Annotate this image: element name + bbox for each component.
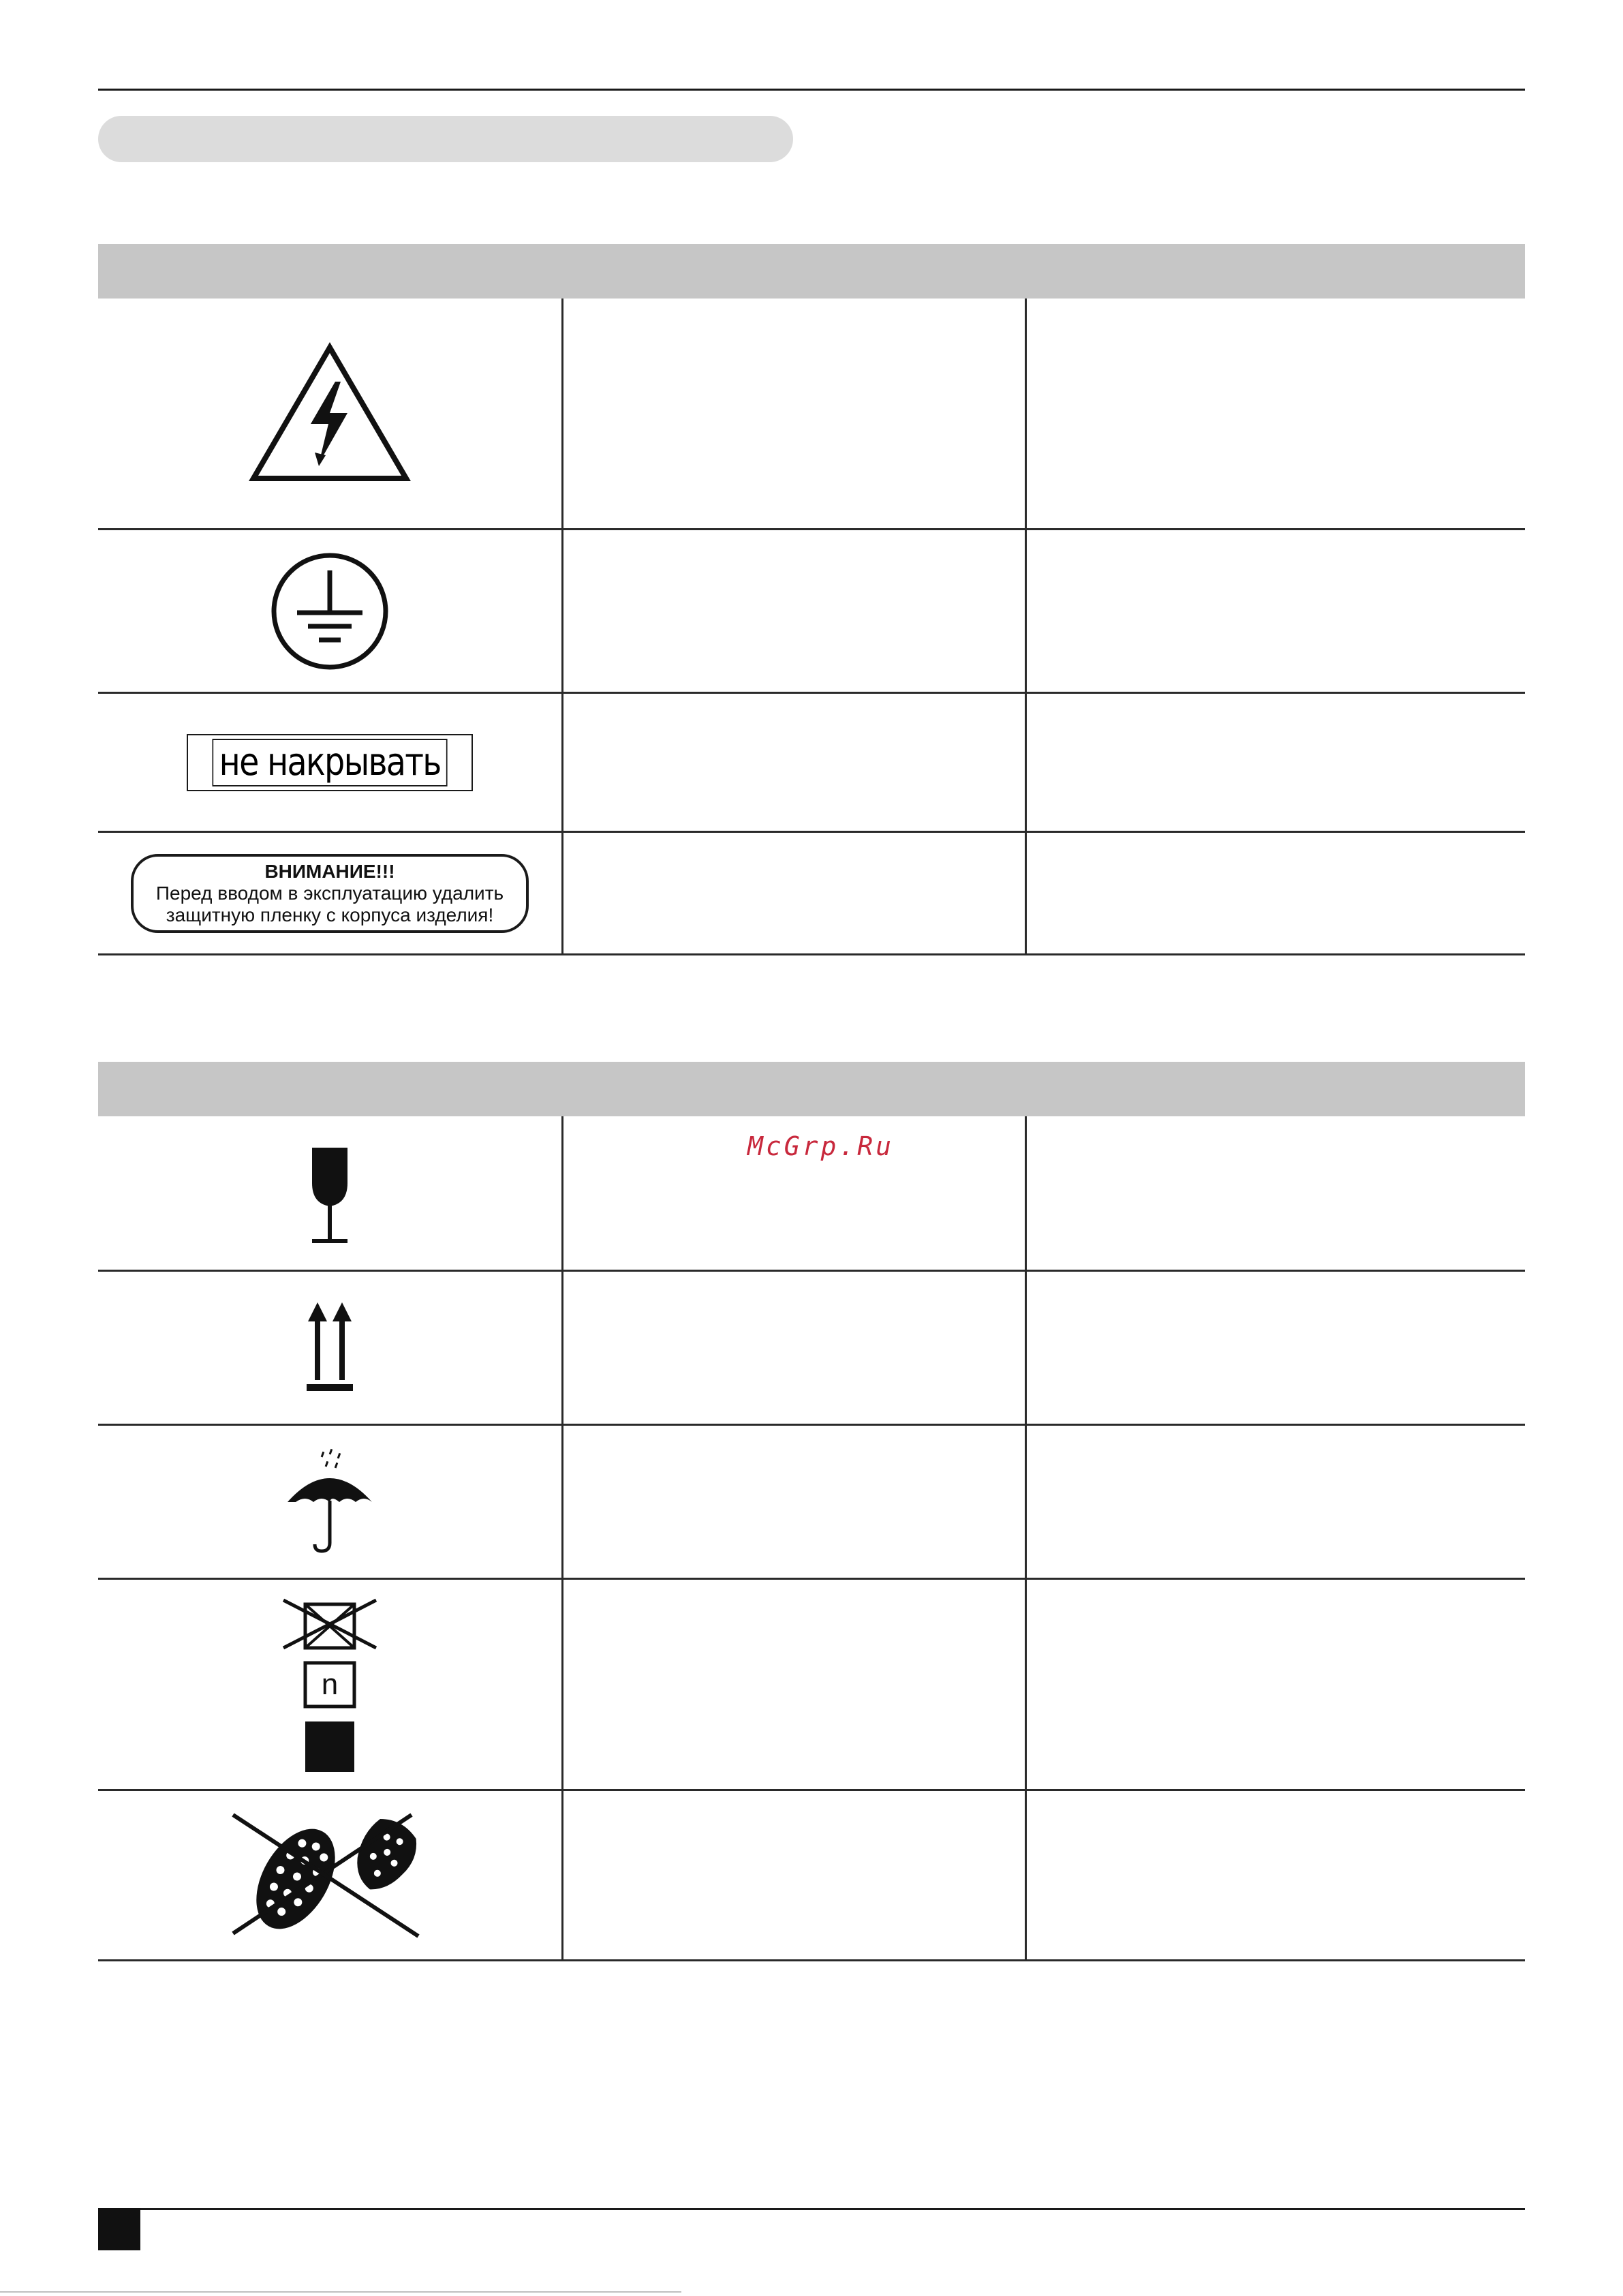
- column-divider: [561, 1580, 563, 1789]
- column-divider: [561, 1272, 563, 1424]
- this-way-up-icon: [303, 1297, 357, 1399]
- column-divider: [561, 1116, 563, 1270]
- scan-edge-line: [0, 2291, 681, 2293]
- column-divider: [1025, 694, 1027, 831]
- column-divider: [1025, 1580, 1027, 1789]
- column-divider: [1025, 1272, 1027, 1424]
- column-divider: [561, 1791, 563, 1959]
- warning-title: ВНИМАНИЕ!!!: [264, 860, 395, 882]
- column-divider: [1025, 833, 1027, 953]
- symbol-cell: [98, 694, 561, 831]
- protective-earth-icon: [268, 550, 391, 673]
- table-row: [98, 1272, 1525, 1426]
- column-divider: [1025, 1791, 1027, 1959]
- bottom-rule: [98, 2208, 1525, 2210]
- table-row: [98, 299, 1525, 530]
- keep-dry-umbrella-icon: [282, 1448, 377, 1557]
- symbols-table-2: [98, 1116, 1525, 1961]
- column-divider: [561, 833, 563, 953]
- table-row: [98, 833, 1525, 955]
- page-number-block: [98, 2208, 140, 2250]
- section-header-1: [98, 244, 1525, 299]
- symbol-cell: [98, 833, 561, 953]
- column-divider: [1025, 1116, 1027, 1270]
- table-row: [98, 530, 1525, 694]
- warning-line: Перед вводом в эксплуатацию удалить: [155, 882, 504, 904]
- top-rule: [98, 89, 1525, 91]
- section-title-pill: [98, 116, 793, 162]
- stack-count-label: n: [321, 1667, 339, 1701]
- warning-line: защитную пленку с корпуса изделия!: [166, 904, 494, 925]
- column-divider: [1025, 299, 1027, 528]
- column-divider: [561, 1426, 563, 1578]
- symbol-cell: [98, 530, 561, 692]
- stacking-limit-icon: [282, 1597, 377, 1772]
- watermark-text: McGrp.Ru: [747, 1131, 895, 1161]
- high-voltage-warning-icon: [248, 342, 412, 485]
- section-header-2: [98, 1062, 1525, 1116]
- column-divider: [561, 299, 563, 528]
- symbol-cell: [98, 1580, 561, 1789]
- do-not-cover-text: не накрывать: [212, 739, 447, 786]
- symbol-cell: [98, 299, 561, 528]
- symbol-cell: [98, 1272, 561, 1424]
- symbol-cell: [98, 1426, 561, 1578]
- column-divider: [561, 694, 563, 831]
- symbols-table-1: [98, 299, 1525, 955]
- protective-film-warning-label: [131, 854, 529, 933]
- table-row: [98, 1791, 1525, 1961]
- column-divider: [1025, 530, 1027, 692]
- fragile-glass-icon: [303, 1135, 357, 1251]
- do-not-cover-label: [187, 734, 473, 791]
- column-divider: [561, 530, 563, 692]
- table-row: [98, 1426, 1525, 1580]
- do-not-step-icon: [228, 1811, 432, 1940]
- table-row: [98, 694, 1525, 833]
- table-row: [98, 1580, 1525, 1791]
- symbol-cell: [98, 1791, 561, 1959]
- column-divider: [1025, 1426, 1027, 1578]
- symbol-cell: [98, 1116, 561, 1270]
